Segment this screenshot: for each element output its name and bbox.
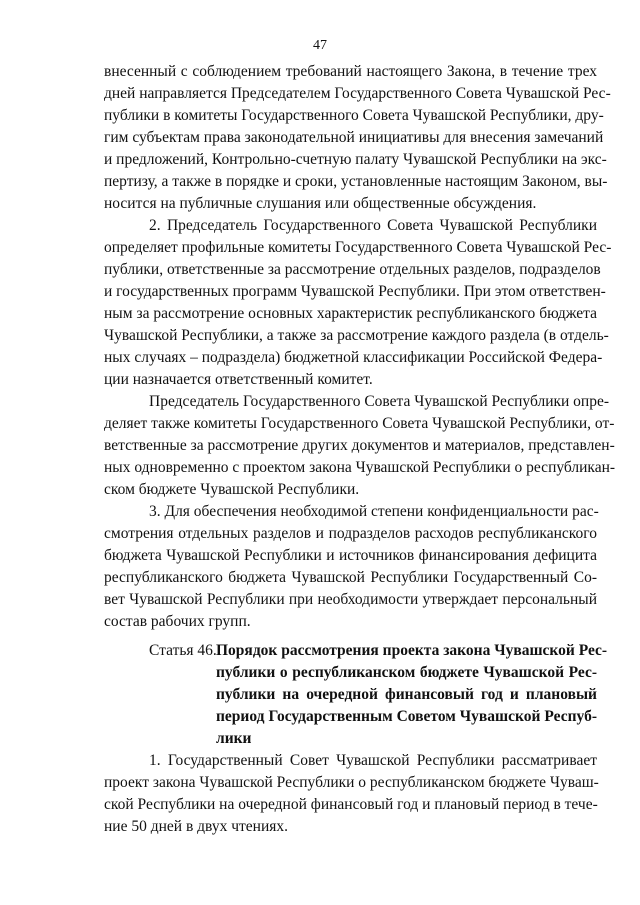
text-line: Председатель Государственного Совета Чувашской Республики опре- [149,393,610,410]
text-line: ных одновременно с проектом закона Чувашской Республики о республикан- [104,459,616,476]
text-line: ции назначается ответственный комитет. [104,371,373,388]
text-line: состав рабочих групп. [104,613,251,630]
article-title-line: Порядок рассмотрения проекта закона Чувашской Рес- [216,642,608,659]
text-line: бюджета Чувашской Республики и источников финансирования дефицита [104,547,597,564]
text-line: и государственных программ Чувашской Республики. При этом ответствен- [104,283,606,300]
text-line: публики в комитеты Государственного Совета Чувашской Республики, дру- [104,107,604,124]
text-line: носится на публичные слушания или общественные обсуждения. [104,195,537,212]
text-line: публики, ответственные за рассмотрение отдельных разделов, подразделов [104,261,601,278]
text-line: ском бюджете Чувашской Республики. [104,481,360,498]
text-line: 2. Председатель Государственного Совета Чувашской Республики [149,217,597,234]
text-line: 1. Государственный Совет Чувашской Республики рассматривает [149,752,597,769]
text-line: деляет также комитеты Государственного Совета Чувашской Республики, от- [104,415,615,432]
text-line: ных случаях – подраздела) бюджетной классификации Российской Федера- [104,349,603,366]
article-title-line: публики о республиканском бюджете Чувашской Рес- [216,664,597,681]
text-line: республиканского бюджета Чувашской Республики Государственный Со- [104,569,597,586]
page-number: 47 [313,38,327,53]
text-line: дней направляется Председателем Государственного Совета Чувашской Рес- [104,85,611,102]
text-line: 3. Для обеспечения необходимой степени конфиденциальности рас- [149,503,599,520]
text-line: смотрения отдельных разделов и подразделов расходов республиканского [104,525,597,542]
article-label: Статья 46. [149,642,217,659]
text-line: Чувашской Республики, а также за рассмотрение каждого раздела (в отдель- [104,327,609,344]
text-line: гим субъектам права законодательной инициативы для внесения замечаний [104,129,604,146]
text-line: ветственные за рассмотрение других документов и материалов, представлен- [104,437,615,454]
text-line: вет Чувашской Республики при необходимости утверждает персональный [104,591,597,608]
text-line: ным за рассмотрение основных характеристик республиканского бюджета [104,305,597,322]
text-line: ние 50 дней в двух чтениях. [104,818,288,835]
article-title-line: публики на очередной финансовый год и плановый [216,686,597,703]
text-line: внесенный с соблюдением требований настоящего Закона, в течение трех [104,63,597,80]
article-title-line: лики [216,730,252,747]
text-line: проект закона Чувашской Республики о республиканском бюджете Чуваш- [104,774,599,791]
text-line: ской Республики на очередной финансовый год и плановый период в тече- [104,796,598,813]
text-line: и предложений, Контрольно-счетную палату Чувашской Республики на экс- [104,151,607,168]
text-line: пертизу, а также в порядке и сроки, установленные настоящим Законом, вы- [104,173,608,190]
article-title-line: период Государственным Советом Чувашской Респуб- [216,708,597,725]
text-line: определяет профильные комитеты Государственного Совета Чувашской Рес- [104,239,612,256]
